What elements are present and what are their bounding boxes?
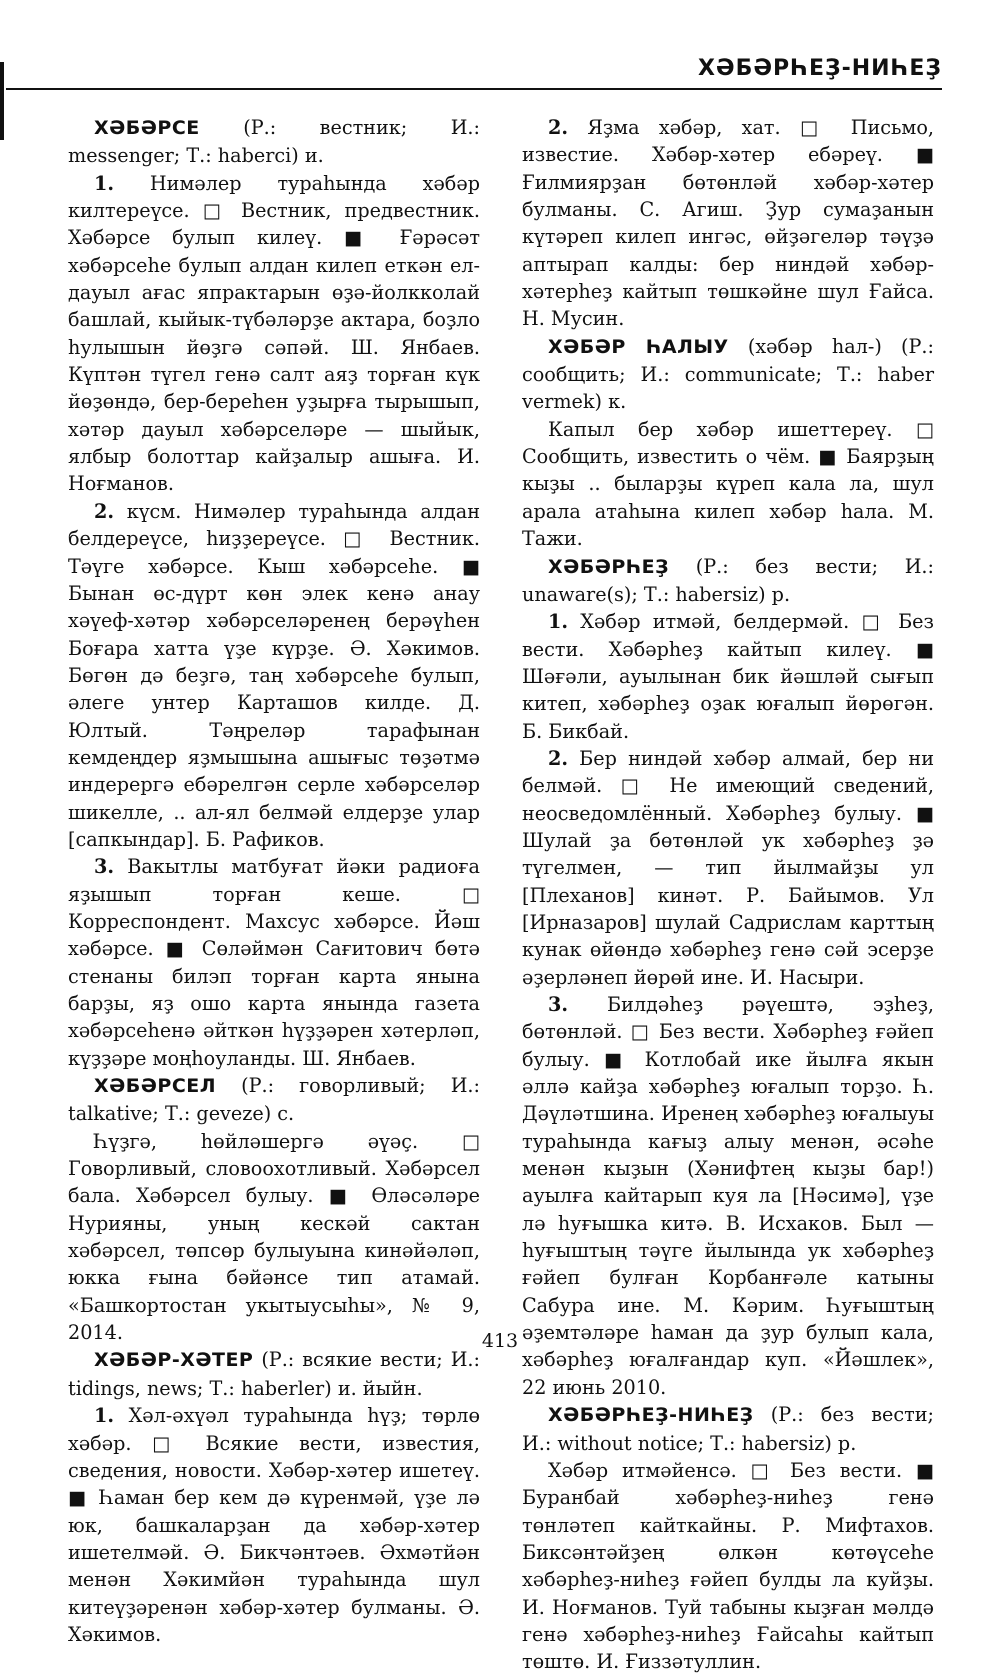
sense-text: Вакытлы матбуғат йәки радиоға яҙышып торған кеше. □ Корреспондент. Махсус хәбәрсе. Йәш хәбәрсе. ■ Сөләймән Сағитович бөтә стенаны билэп торған карта янына барҙы, яҙ ошо карта янында газета хәбәрсеһенә әйткән һүҙҙәрен хәтерләп, күҙҙәре моңһоуланды. Ш. Янбаев.	[68, 855, 480, 1070]
entry-headword-para	[68, 1346, 480, 1402]
sense-text: Хәл-әхүәл тураһында һүҙ; төрлө хәбәр. □ Всякие вести, известия, сведения, новости. Хәбәр-хәтер ишетеү. ■ Һаман бер кем дә күренмәй, үҙе лә юк, башкаларҙан да хәбәр-хәтер ишетелмәй. Ә. Бикчәнтәев. Әхмәтйән менән Хәкимйән тураһында шул китеүҙәренән хәбәр-хәтер булманы. Ә. Хәкимов.	[68, 1404, 480, 1646]
page-number: 413	[481, 1330, 519, 1352]
definition-text: Һүҙгә, һөйләшергә әүәҫ. □ Говорливый, словоохотливый. Хәбәрсел бала. Хәбәрсел булыу. ■ Өләсәләре Нурияны, уның кескәй сактан хәбәрсел, төпсөр булыуына кинәйәләп, юкка ғына бәйәнсе тип атамай. «Башкортостан укытыусыһы», № 9, 2014.	[68, 1129, 480, 1345]
sense-para	[68, 1402, 480, 1648]
entry-headword-para	[522, 333, 934, 416]
left-column	[68, 114, 480, 1648]
entry-grammar: (Р.: говорливый; И.: talkative; Т.: geveze) с.	[68, 1074, 480, 1126]
entry-headword: ХӘБӘР ҺАЛЫУ	[548, 335, 729, 358]
entry-headword: ХӘБӘРҺЕҘ-НИҺЕҘ	[548, 1404, 754, 1427]
entry-headword-para	[522, 1401, 934, 1457]
sense-number: 3.	[94, 855, 115, 879]
entry-headword: ХӘБӘРҺЕҘ	[548, 555, 670, 578]
sense-number: 2.	[548, 746, 569, 770]
entry-grammar: (хәбәр һал-) (Р.: сообщить; И.: communicate; Т.: haber vermek) к.	[522, 334, 934, 414]
sense-text: күсм. Нимәлер тураһында алдан белдереүсе, һиҙҙереүсе. □ Вестник. Тәүге хәбәрсе. Кыш хәбәрсеһе. ■ Бынан өс-дүрт көн элек кенә анау хәүеф-хәтәр хәбәрселәренең берәүһен Боғара хатта үҙе күрҙе. Ә. Хәкимов. Бөгөн дә беҙгә, таң хәбәрсеһе булып, әлеге унтер Карташов килде. Д. Юлтый. Тәңреләр тарафынан кемдеңдер яҙмышына ашығыс төҙәтмә индерергә ебәрелгән серле хәбәрселәр шикелле, .. ал-ял белмәй елдерҙе улар [сапкындар]. Б. Рафиков.	[68, 499, 480, 851]
scan-edge-mark	[0, 62, 4, 140]
sense-number: 1.	[94, 1404, 115, 1428]
entry-headword-para	[68, 114, 480, 170]
sense-para	[68, 498, 480, 853]
sense-number: 1.	[548, 610, 569, 634]
entry-headword: ХӘБӘР-ХӘТЕР	[94, 1349, 254, 1372]
sense-para	[68, 853, 480, 1072]
definition-text: Хәбәр итмәйенсә. □ Без вести. ■ Буранбай хәбәрһеҙ-ниһеҙ генә төнләтеп кайткайны. Р. Мифтахов. Биксәнтәйҙең өлкән көтөүсеһе хәбәрһеҙ-ниһеҙ ғәйеп булды ла куйҙы. И. Ноғманов. Туй табыны кыҙған мәлдә генә хәбәрһеҙ-ниһеҙ Ғайсаһы кайтып төштө. И. Ғиззәтуллин.	[522, 1458, 934, 1674]
sense-para	[522, 745, 934, 991]
running-head: ХӘБӘРҺЕҘ-НИҺЕҘ	[697, 56, 942, 81]
sense-text: Билдәһеҙ рәүештә, эҙһеҙ, бөтөнләй. □ Без вести. Хәбәрһеҙ ғәйеп булыу. ■ Котлобай икe йылға якын әллә кайҙа хәбәрһеҙ юғалып торҙо. Һ. Дәүләтшина. Иренең хәбәрһеҙ юғалыуы тураһында кағыҙ алыу менән, әсәһе менән кыҙын (Хәнифтең кыҙы бар!) ауылға кайтарып куя ла [Нәсимә], үҙе лә һуғышка китә. В. Исхаков. Был — һуғыштың тәүге йылында ук хәбәрһеҙ ғәйеп булған Корбанғәле катыны Сабура ине. М. Кәрим. Һуғыштың әҙемтәләре һаман да ҙур булып кала, хәбәрһеҙ юғалғандар куп. «Йәшлек», 22 июнь 2010.	[522, 993, 934, 1399]
entry-grammar: (Р.: всякие вести; И.: tidings, news; Т.: haberler) и. йыйн.	[68, 1348, 480, 1400]
sense-text: Хәбәр итмәй, белдермәй. □ Без вести. Хәбәрһеҙ кайтып килеү. ■ Шәғәли, ауылынан бик йәшләй сығып китеп, хәбәрһеҙ оҙак юғалып йөрөгән. Б. Бикбай.	[522, 610, 934, 743]
definition-para	[522, 1457, 934, 1676]
entry-headword-para	[68, 1072, 480, 1128]
sense-number: 2.	[548, 116, 569, 139]
definition-para	[68, 1128, 480, 1347]
right-column	[522, 114, 934, 1676]
entry-grammar: (Р.: вестник; И.: messenger; Т.: haberci) и.	[68, 116, 480, 168]
sense-para	[522, 608, 934, 745]
sense-text: Бер ниндәй хәбәр алмай, бер ни белмәй. □ Не имеющий сведений, неосведомлённый. Хәбәрһеҙ булыу. ■ Шулай ҙа бөтөнләй ук хәбәрһеҙ ҙә түгелмен, — тип йылмайҙы ул [Плеханов] кинәт. Р. Байымов. Ул [Ирназаров] шулай Садрислам карттың кунак өйөндә хәбәрһеҙ генә сәй эсерҙе әҙерләнеп йөрөй ине. И. Насыри.	[522, 746, 934, 989]
entry-grammar: (Р.: без вести; И.: unaware(s); Т.: habersiz) р.	[522, 554, 934, 606]
sense-para	[522, 114, 934, 333]
sense-text: Нимәлер тураһында хәбәр килтереүсе. □ Вестник, предвестник. Хәбәрсе булып килеү. ■ Ғәрәсәт хәбәрсеһе булып алдан килеп еткән ел-дауыл ағас япрактарын өҙә-йолкколай башлай, кыйык-түбәләрҙе актара, боҙло һулышын йөҙгә сәпәй. Ш. Янбаев. Күптән түгел генә салт аяҙ торған күк йөҙөндә, бер-береһен уҙырға тырышып, хәтәр дауыл хәбәрселәре — шыйык, ялбыр болоттар кайҙалыр ашыға. И. Ноғманов.	[68, 171, 480, 496]
definition-text: Капыл бер хәбәр ишеттереү. □ Сообщить, известить о чём. ■ Баярҙың кыҙы .. быларҙы күреп кала ла, шул арала атаһына килеп хәбәр һала. М. Тажи.	[522, 417, 934, 551]
sense-number: 3.	[548, 993, 569, 1016]
definition-para	[522, 416, 934, 553]
sense-number: 2.	[94, 499, 115, 523]
entry-headword: ХӘБӘРСЕЛ	[94, 1075, 217, 1098]
entry-grammar: (Р.: без вести; И.: without notice; Т.: habersiz) р.	[522, 1403, 934, 1455]
sense-number: 1.	[94, 171, 115, 195]
header-rule	[6, 88, 942, 90]
entry-headword: ХӘБӘРСЕ	[94, 117, 200, 139]
entry-headword-para	[522, 553, 934, 609]
sense-text: Яҙма хәбәр, хат. □ Письмо, известие. Хәбәр-хәтер ебәреү. ■ Ғилмиярҙан бөтөнләй хәбәр-хәтер булманы. С. Агиш. Ҙур сумаҙанын күтәреп килеп ингәс, өйҙәгеләр тәүҙә аптырап калды: бер ниндәй хәбәр-хәтерһеҙ кайтып төшкәйне шул Ғайса. Н. Мусин.	[522, 116, 934, 331]
sense-para	[68, 170, 480, 498]
